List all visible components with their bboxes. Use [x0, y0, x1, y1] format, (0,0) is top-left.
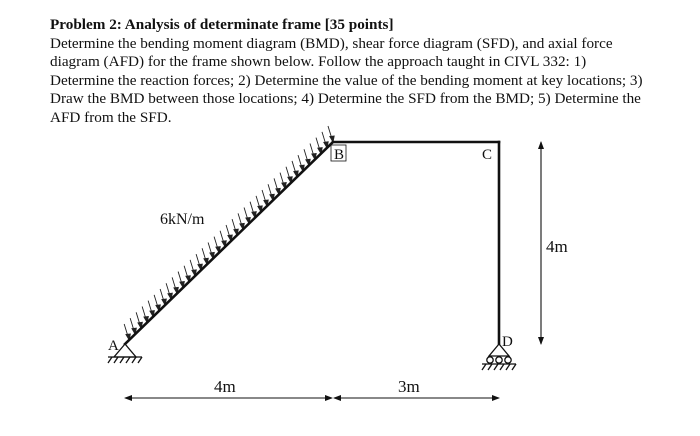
frame-members: [125, 142, 499, 344]
load-label: 6kN/m: [160, 211, 205, 228]
node-label-b: B: [334, 147, 345, 163]
node-label-a: A: [108, 338, 119, 354]
dimension-label-ab: 4m: [214, 377, 236, 396]
dimension-label-bc: 3m: [398, 377, 420, 396]
problem-body: Determine the bending moment diagram (BMD), shear force diagram (SFD), and axial force diagram (AFD) for the frame shown below. Follow the approach taught in CIVL 332: 1) Determine the reaction forces; 2) Determine the value of the bending moment at key locations; 3) Draw the BMD between those locations; 4) Determine the SFD from the BMD; 5) Determine the AFD from the SFD.: [50, 34, 643, 126]
dimension-lines: [125, 142, 541, 398]
problem-title: Problem 2: Analysis of determinate frame [35 points]: [50, 16, 394, 33]
node-label-c: C: [482, 147, 493, 163]
dimension-label-height: 4m: [546, 237, 568, 256]
member-ab: [125, 142, 333, 344]
distributed-load-arrows: [124, 126, 334, 340]
node-label-d: D: [502, 334, 513, 350]
